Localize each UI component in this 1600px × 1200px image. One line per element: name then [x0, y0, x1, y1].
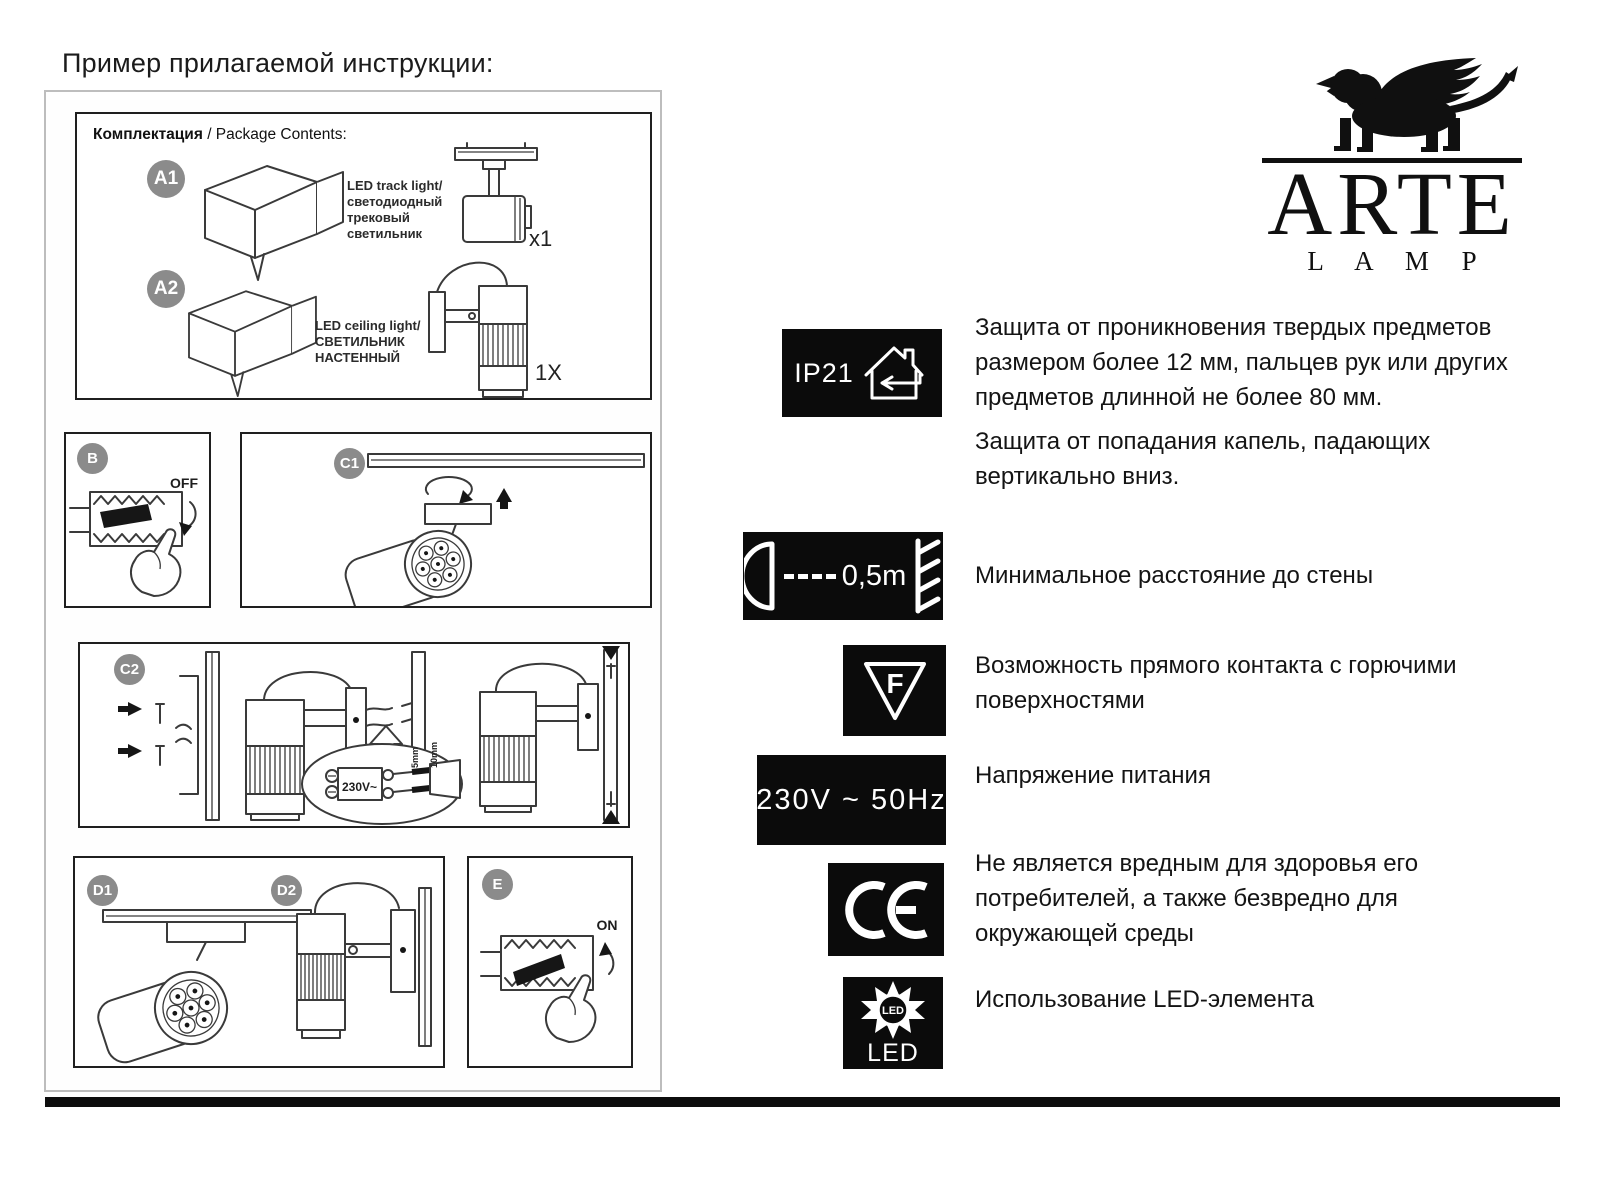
logo-word-text: L A M P	[1307, 246, 1490, 276]
step-badge-c2: C2	[114, 654, 145, 685]
step-badge-a2: A2	[147, 270, 185, 308]
house-arrow-icon	[858, 337, 930, 409]
ce-mark-icon	[828, 863, 944, 956]
flammable-description: Возможность прямого контакта с горючими поверхностями	[975, 652, 1457, 714]
step-d-panel	[73, 856, 445, 1068]
distance-dashes	[784, 574, 836, 579]
switch-off-label: OFF	[170, 475, 198, 491]
bottom-divider	[45, 1097, 1560, 1107]
item-a2-label: LED ceiling light/ СВЕТИЛЬНИК НАСТЕННЫЙ	[315, 318, 421, 365]
item-a1-quantity: x1	[529, 226, 553, 251]
winged-lion-logo-icon	[1278, 48, 1518, 156]
f-letter: F	[885, 667, 904, 699]
carton-box-a1-drawing	[205, 166, 343, 280]
ip21-description-2: Защита от попадания капель, падающих вертикально вниз.	[975, 428, 1431, 490]
f-triangle-icon	[859, 656, 931, 726]
package-contents-panel	[75, 112, 652, 400]
wire-strip-5mm-label: 5mm	[410, 746, 420, 768]
step-c1-panel	[240, 432, 652, 608]
item-a1-label: LED track light/ светодиодный трековый светильник	[347, 178, 443, 241]
track-light-drawing	[455, 143, 537, 242]
package-contents-header-en: / Package Contents:	[202, 126, 347, 143]
ce-description: Не является вредным для здоровья его потребителей, а также безвредно для окружающей среды	[975, 850, 1419, 947]
wall-mounting-drawing	[80, 644, 628, 826]
step-b-panel	[64, 432, 211, 608]
led-description: Использование LED-элемента	[975, 986, 1315, 1013]
installed-lights-drawing	[75, 858, 443, 1066]
package-contents-header-ru: Комплектация	[93, 126, 203, 143]
wire-strip-10mm-label: 10mm	[429, 741, 439, 768]
wall-light-drawing	[429, 263, 527, 397]
spotlight-drawing	[340, 522, 479, 606]
logo-brand-text: ARTE	[1267, 155, 1517, 254]
step-e-panel	[467, 856, 633, 1068]
wall-hatch-icon	[912, 537, 942, 615]
led-element-icon	[843, 977, 943, 1069]
step-badge-d1: D1	[87, 875, 118, 906]
step-badge-c1: C1	[334, 448, 365, 479]
ip21-label: IP21	[794, 357, 854, 388]
item-a2-quantity: 1X	[535, 360, 562, 385]
led-badge-text: LED	[882, 1004, 904, 1017]
page-title: Пример прилагаемой инструкции:	[62, 48, 494, 78]
step-badge-a1: A1	[147, 160, 185, 198]
voltage-label: 230V ~ 50Hz	[756, 783, 947, 816]
ip21-description: Защита от проникновения твердых предметов размером более 12 мм, пальцев рук или других предметов длинной не более 80 мм.	[975, 314, 1508, 411]
step-c2-panel	[78, 642, 630, 828]
min-distance-icon	[743, 532, 943, 620]
step-badge-b: B	[77, 443, 108, 474]
step-badge-e: E	[482, 869, 513, 900]
voltage-230v-label: 230V~	[342, 780, 378, 794]
step-badge-d2: D2	[271, 875, 302, 906]
ip21-rating-icon	[782, 329, 942, 417]
supply-voltage-icon	[757, 755, 946, 845]
distance-value: 0,5m	[841, 559, 907, 592]
lamp-side-icon	[744, 538, 778, 614]
f-mark-icon	[843, 645, 946, 736]
voltage-description: Напряжение питания	[975, 762, 1211, 789]
ce-glyphs-icon	[842, 879, 930, 941]
switch-on-label: ON	[596, 917, 618, 933]
carton-box-a2-drawing	[189, 291, 316, 396]
spotlight-installed-drawing	[92, 963, 236, 1066]
led-sun-icon	[857, 981, 929, 1039]
min-distance-description: Минимальное расстояние до стены	[975, 562, 1374, 589]
led-caption: LED	[867, 1038, 919, 1067]
track-mount-drawing	[242, 434, 650, 606]
